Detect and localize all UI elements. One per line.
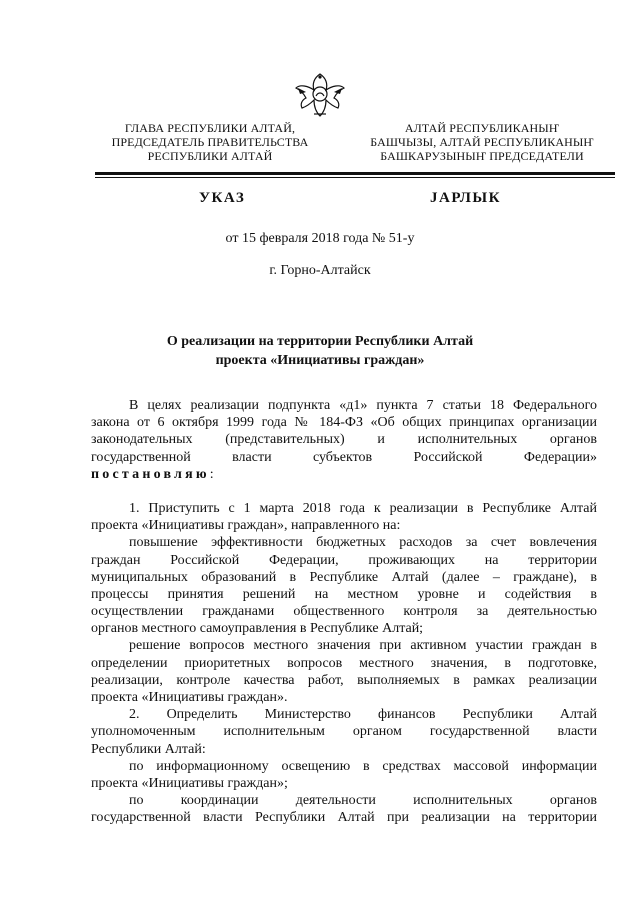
body-line: В целях реализации подпункта «д1» пункта 7 статьи 18 Федерального [129, 398, 597, 413]
body-line: проекта «Инициативы граждан»; [91, 775, 288, 791]
body-line: 1. Приступить с 1 марта 2018 года к реализации в Республике Алтай [129, 500, 597, 516]
body-line: по координации деятельности исполнительных органов [129, 793, 597, 809]
header-left-line: РЕСПУБЛИКИ АЛТАЙ [147, 149, 273, 163]
body-line: проекта «Инициативы граждан». [91, 690, 288, 705]
decree-colon: : [209, 466, 214, 482]
document-title [0, 332, 640, 370]
date-line: от 15 февраля 2018 года № 51-у [225, 231, 415, 246]
document-body [91, 397, 597, 827]
title-line: проекта «Инициативы граждан» [215, 353, 425, 368]
coat-of-arms-icon [294, 70, 346, 120]
header-left-line: ГЛАВА РЕСПУБЛИКИ АЛТАЙ, [124, 121, 296, 135]
body-line: проекта «Инициативы граждан», направленного на: [91, 518, 401, 534]
title-line: О реализации на территории Республики Алтай [166, 334, 474, 349]
header-left-block [104, 121, 316, 163]
doc-type-alt: JАРЛЫК [430, 190, 502, 206]
body-line: решение вопросов местного значения при активном участии граждан в [129, 638, 597, 654]
doc-type-ru: УКАЗ [199, 190, 246, 206]
body-line: по информационному освещению в средствах массовой информации [129, 758, 597, 774]
decree-word: постановляю [91, 466, 210, 482]
header-left-line: ПРЕДСЕДАТЕЛЬ ПРАВИТЕЛЬСТВА [111, 135, 309, 149]
body-line: закона от 6 октября 1999 года № 184-ФЗ «Об общих принципах организации [91, 415, 597, 431]
body-line: граждан Российской Федерации, проживающих на территории [91, 552, 597, 568]
body-line: государственной власти субъектов Российской Федерации» [91, 449, 597, 465]
header-right-line: БАШКАРУЗЫНЫҤ ПРЕДСЕДАТЕЛИ [380, 149, 584, 163]
body-line: повышение эффективности бюджетных расходов за счет вовлечения [129, 535, 597, 551]
body-line: 2. Определить Министерство финансов Республики Алтай [129, 707, 597, 723]
decree-line [91, 466, 597, 483]
header-divider-thick [95, 172, 615, 175]
header-right-line: БАШЧЫЗЫ, АЛТАЙ РЕСПУБЛИКАНЫҤ [370, 135, 594, 149]
body-line: муниципальных образований в Республике Алтай (далее – граждане), в [91, 569, 597, 585]
body-line: процессы принятия решений на местном уровне и содействия в [91, 586, 597, 602]
body-line: уполномоченным исполнительным органом государственной власти [91, 724, 597, 740]
body-line: определении приоритетных вопросов местного значения, в подготовке, [91, 655, 597, 671]
body-line: государственной власти Республики Алтай при реализации на территории [91, 810, 597, 826]
body-line: законодательных (представительных) и исполнительных органов [91, 432, 597, 448]
body-line: осуществлении гражданами общественного контроля за деятельностью [91, 604, 597, 620]
body-line: Республики Алтай: [91, 741, 206, 757]
header-right-block [355, 121, 609, 163]
header-divider-thin [95, 177, 615, 178]
body-line: реализации, контроле качества работ, выполняемых в рамках реализации [91, 672, 597, 688]
header-right-line: АЛТАЙ РЕСПУБЛИКАНЫҤ [404, 121, 560, 135]
body-line: органов местного самоуправления в Республике Алтай; [91, 621, 424, 637]
city-line: г. Горно-Алтайск [269, 263, 371, 278]
